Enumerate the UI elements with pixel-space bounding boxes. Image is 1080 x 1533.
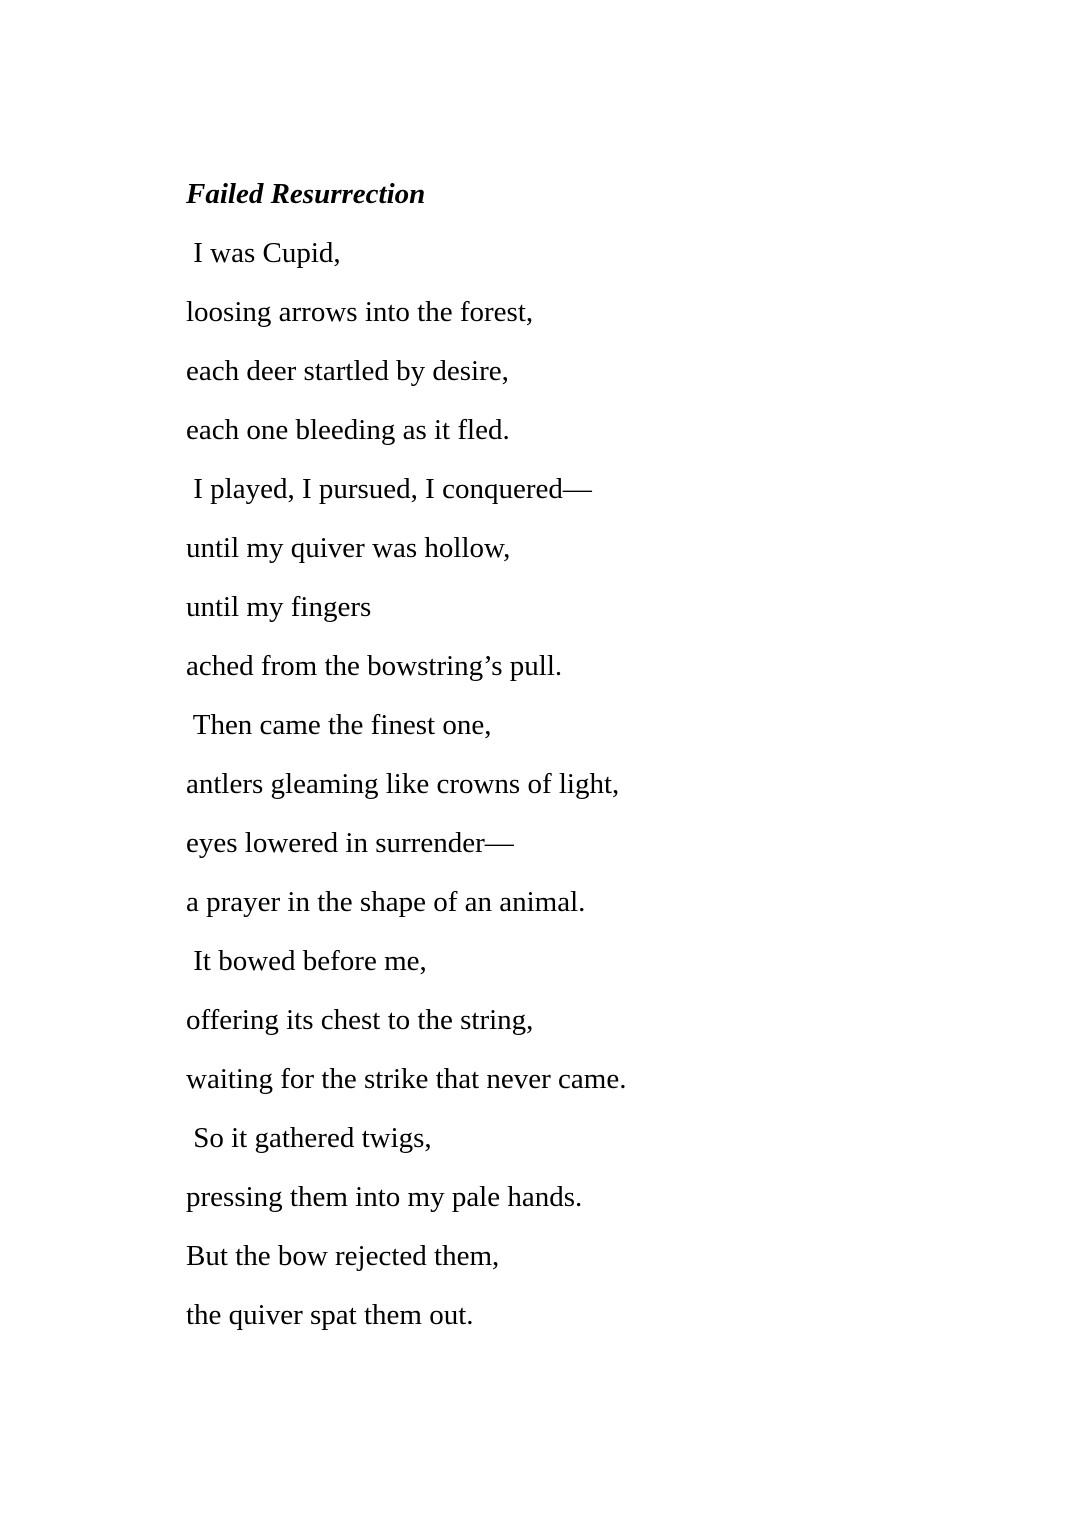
poem-line: So it gathered twigs, <box>186 1122 432 1154</box>
poem-line: each deer startled by desire, <box>186 355 509 387</box>
poem-line: until my quiver was hollow, <box>186 532 511 564</box>
poem-line: I was Cupid, <box>186 237 341 269</box>
poem-line: ached from the bowstring’s pull. <box>186 650 563 682</box>
poem-line: loosing arrows into the forest, <box>186 296 534 328</box>
poem-line: eyes lowered in surrender— <box>186 827 514 859</box>
poem-line: But the bow rejected them, <box>186 1240 500 1272</box>
poem-line: each one bleeding as it fled. <box>186 414 510 446</box>
poem-line: antlers gleaming like crowns of light, <box>186 768 620 800</box>
poem-line: until my fingers <box>186 591 372 623</box>
poem-title: Failed Resurrection <box>186 178 426 210</box>
poem-body <box>186 224 986 1345</box>
poem-line: It bowed before me, <box>186 945 427 977</box>
poem-line: pressing them into my pale hands. <box>186 1181 583 1213</box>
poem-line: Then came the finest one, <box>186 709 492 741</box>
poem-line: offering its chest to the string, <box>186 1004 534 1036</box>
poem <box>186 178 986 1345</box>
poem-line: waiting for the strike that never came. <box>186 1063 627 1095</box>
poem-line: a prayer in the shape of an animal. <box>186 886 586 918</box>
poem-line: the quiver spat them out. <box>186 1299 474 1331</box>
poem-line: I played, I pursued, I conquered— <box>186 473 592 505</box>
